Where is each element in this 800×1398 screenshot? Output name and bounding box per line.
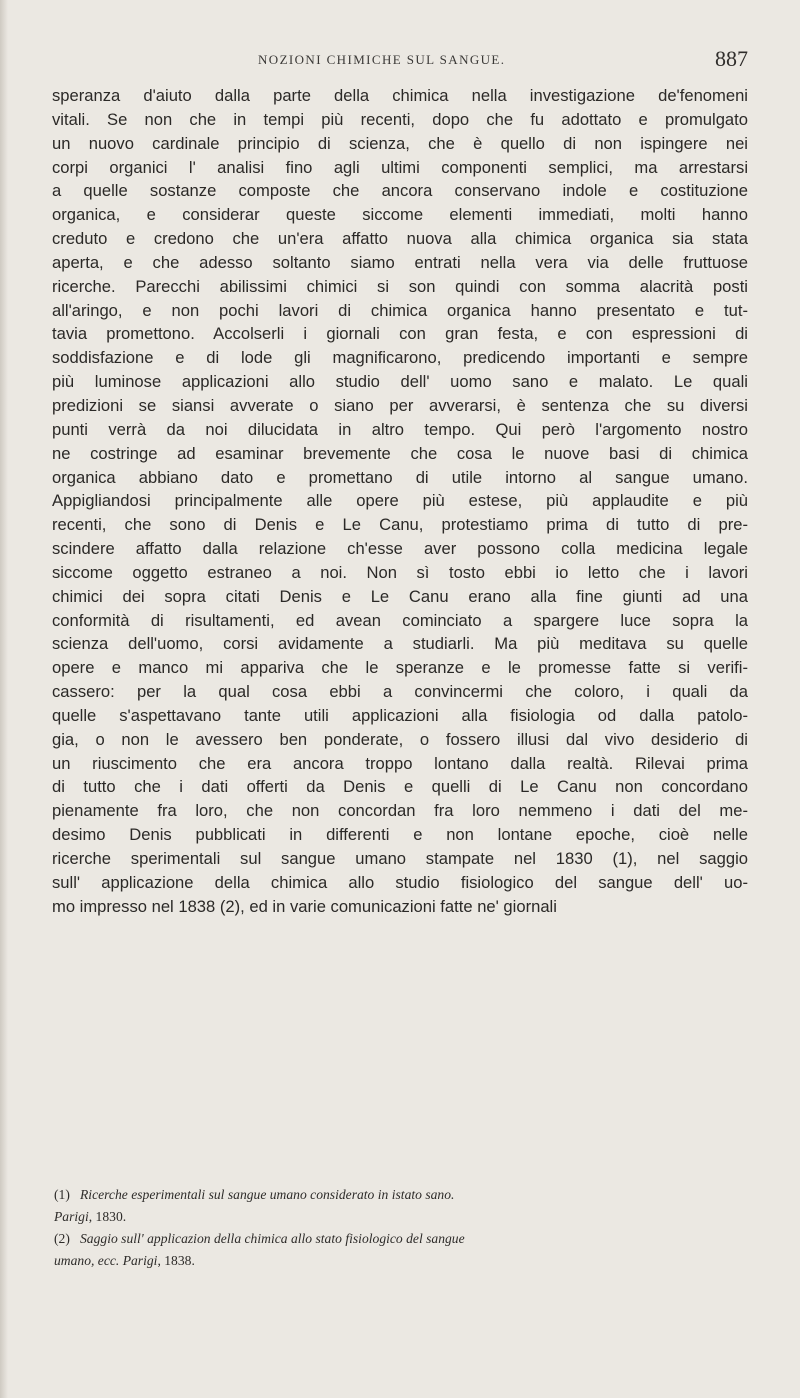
- text-line: organica abbiano dato e promettano di utile intorno al sangue umano.: [52, 467, 748, 487]
- text-line: conformità di risultamenti, ed avean cominciato a spargere luce sopra la: [52, 610, 748, 630]
- text-line: pienamente fra loro, che non concordan fra loro nemmeno i dati del me-: [52, 801, 748, 821]
- footnote-marker: (2): [54, 1231, 70, 1246]
- footnote-title-cont: Parigi: [54, 1209, 89, 1224]
- text-line: creduto e credono che un'era affatto nuova alla chimica organica sia stata: [52, 229, 748, 249]
- text-line: predizioni se siansi avverate o siano per avverarsi, è sentenza che su diversi: [52, 395, 748, 415]
- footnote-1: [54, 1184, 748, 1228]
- footnote-title-cont: umano, ecc. Parigi: [54, 1253, 158, 1268]
- text-line: vitali. Se non che in tempi più recenti, dopo che fu adottato e promulgato: [52, 109, 748, 129]
- text-line: a quelle sostanze composte che ancora conservano indole e costituzione: [52, 181, 748, 201]
- text-line: tavia promettono. Accolserli i giornali con gran festa, e con espressioni di: [52, 324, 748, 344]
- page-number: 887: [715, 46, 748, 71]
- running-head: NOZIONI CHIMICHE SUL SANGUE.: [258, 52, 506, 67]
- text-line: mo impresso nel 1838 (2), ed in varie comunicazioni fatte ne' giornali: [52, 896, 557, 916]
- text-line: cassero: per la qual cosa ebbi a convincermi che coloro, i quali da: [52, 682, 748, 702]
- footnote-2: [54, 1228, 748, 1272]
- text-line: scienza dell'uomo, corsi avidamente a studiarli. Ma più meditava su quelle: [52, 634, 748, 654]
- footnote-title: Saggio sull' applicazion della chimica allo stato fisiologico del sangue: [80, 1231, 465, 1246]
- text-line: speranza d'aiuto dalla parte della chimica nella investigazione de'fenomeni: [52, 86, 748, 105]
- text-line: sull' applicazione della chimica allo studio fisiologico del sangue dell' uo-: [52, 872, 748, 892]
- text-line: punti verrà da noi dilucidata in altro tempo. Qui però l'argomento nostro: [52, 419, 748, 439]
- footnote-year: , 1838.: [157, 1253, 195, 1268]
- text-line: chimici dei sopra citati Denis e Le Canu erano alla fine giunti ad una: [52, 586, 748, 606]
- footnote-year: , 1830.: [88, 1209, 127, 1224]
- page-header: [258, 46, 748, 76]
- text-line: corpi organici l' analisi fino agli ultimi componenti semplici, ma arrestarsi: [52, 157, 748, 177]
- text-line: quelle s'aspettavano tante utili applicazioni alla fisiologia od dalla patolo-: [52, 705, 748, 725]
- body-text: [52, 84, 748, 919]
- footnotes: [54, 1184, 748, 1272]
- text-line: un nuovo cardinale principio di scienza, che è quello di non ispingere nei: [52, 133, 748, 153]
- text-line: recenti, che sono di Denis e Le Canu, protestiamo prima di tutto di pre-: [52, 515, 748, 535]
- text-line: ne costringe ad esaminar brevemente che cosa le nuove basi di chimica: [52, 443, 748, 463]
- footnote-marker: (1): [54, 1187, 70, 1202]
- text-line: desimo Denis pubblicati in differenti e non lontane epoche, cioè nelle: [52, 825, 748, 845]
- text-line: ricerche sperimentali sul sangue umano stampate nel 1830 (1), nel saggio: [52, 849, 748, 868]
- footnote-title: Ricerche esperimentali sul sangue umano considerato in istato sano.: [80, 1187, 455, 1202]
- text-line: Appigliandosi principalmente alle opere più estese, più applaudite e più: [52, 491, 748, 511]
- text-line: più luminose applicazioni allo studio dell' uomo sano e malato. Le quali: [52, 372, 748, 392]
- page-gutter-shadow: [0, 0, 8, 1398]
- text-line: di tutto che i dati offerti da Denis e quelli di Le Canu non concordano: [52, 777, 748, 797]
- text-line: siccome oggetto estraneo a noi. Non sì tosto ebbi io letto che i lavori: [52, 562, 748, 582]
- text-line: gia, o non le avessero ben ponderate, o fossero illusi dal vivo desiderio di: [52, 729, 748, 749]
- text-line: scindere affatto dalla relazione ch'esse aver possono colla medicina legale: [52, 539, 748, 559]
- text-line: soddisfazione e di lode gli magnificarono, predicendo importanti e sempre: [52, 348, 748, 368]
- text-line: un riuscimento che era ancora troppo lontano dalla realtà. Rilevai prima: [52, 753, 748, 773]
- text-line: opere e manco mi appariva che le speranze e le promesse fatte si verifi-: [52, 658, 748, 678]
- text-line: aperta, e che adesso soltanto siamo entrati nella vera via delle fruttuose: [52, 252, 748, 272]
- text-line: organica, e considerar queste siccome elementi immediati, molti hanno: [52, 205, 748, 225]
- text-line: ricerche. Parecchi abilissimi chimici si son quindi con somma alacrità posti: [52, 276, 748, 296]
- text-line: all'aringo, e non pochi lavori di chimica organica hanno presentato e tut-: [52, 300, 748, 320]
